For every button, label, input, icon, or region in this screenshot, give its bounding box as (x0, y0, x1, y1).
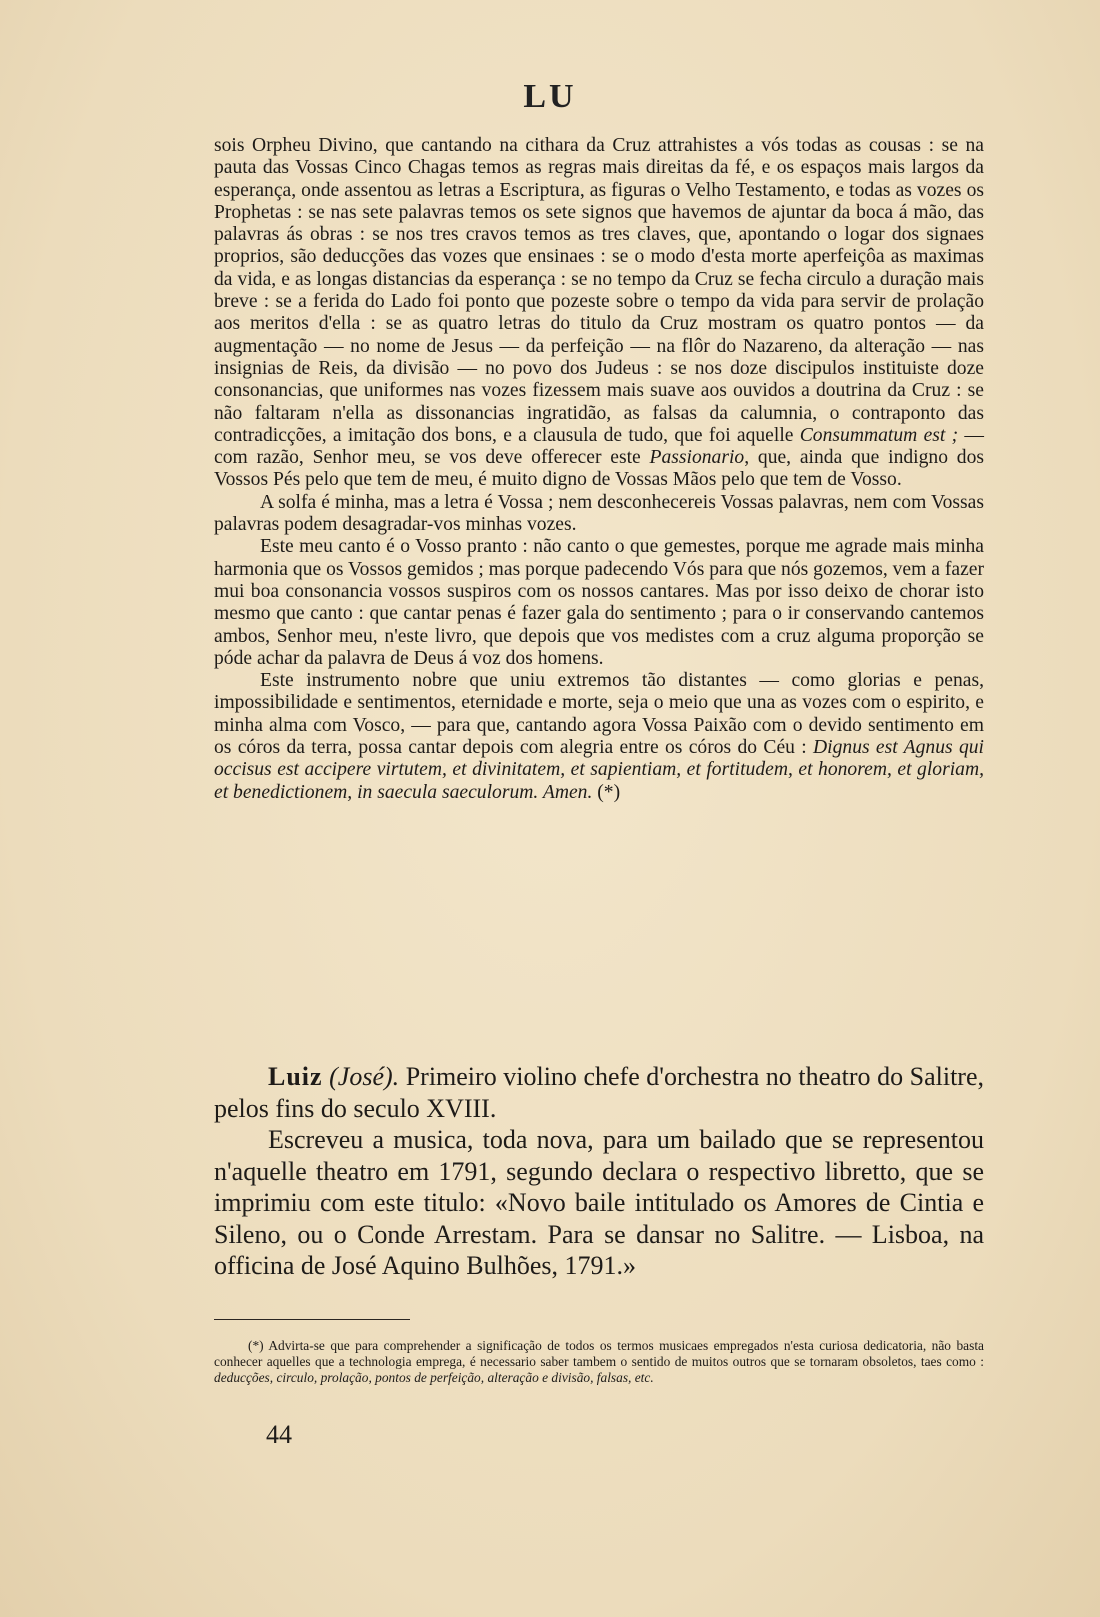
entry-name: Luiz (268, 1062, 323, 1091)
dedication-paragraph-1 (214, 135, 984, 492)
footnote (214, 1338, 984, 1387)
entry-description: Primeiro violino chefe d'orchestra no theatro do Salitre, pelos fins do seculo XVIII. (214, 1062, 984, 1123)
italic-title: Passionario (649, 447, 745, 469)
footnote-paragraph (214, 1338, 984, 1387)
entry-given-name: (José). (322, 1062, 400, 1091)
entry-paragraph-2: Escreveu a musica, toda nova, para um bailado que se representou n'aquelle theatro em 1791, segundo declara o respectivo libretto, que se imprimiu com este titulo: «Novo baile intitulado os Amores de Cintia e Sileno, ou o Conde Arrestam. Para se dansar no Salitre. — Lisboa, na officina de José Aquino Bulhões, 1791.» (214, 1125, 984, 1280)
footnote-rule (214, 1319, 410, 1320)
page-number: 44 (266, 1420, 292, 1449)
dedication-text (214, 135, 984, 804)
paragraph-text: Este instrumento nobre que uniu extremos tão distantes — como glorias e penas, impossibilidade e sentimentos, eternidade e morte, seja o meio que una as vozes com o espirito, e minha alma com Vosco, — para que, cantando agora Vossa Paixão com o devido sentimento em os córos da terra, possa cantar depois com alegria entre os córos do Céu : (214, 670, 984, 759)
paragraph-text: , que, ainda que indigno dos Vossos Pés pelo que tem de meu, é muito digno de Vossas Mãos pelo que tem de Vosso. (214, 447, 984, 491)
footnote-terms: deducções, circulo, prolação, pontos de perfeição, alteração e divisão, falsas, etc. (214, 1370, 654, 1386)
entry-heading-paragraph (214, 1061, 984, 1124)
dedication-paragraph-2: A solfa é minha, mas a letra é Vossa ; nem desconhecereis Vossas palavras, nem com Vossas palavras podem desagradar-vos minhas vozes. (214, 491, 984, 536)
paragraph-text: sois Orpheu Divino, que cantando na cithara da Cruz attrahistes a vós todas as cousas : se na pauta das Vossas Cinco Chagas temos as regras mais direitas da fé, e os espaços mais largos da esperança, onde assentou as letras a Escriptura, as figuras o Velho Testamento, e todas as vozes os Prophetas : se nas sete palavras temos os sete signos que havemos de ajuntar da boca á mão, das palavras ás obras : se nos tres cravos temos as tres claves, que, apontando o logar dos signaes proprios, são deducções das vozes que ensinaes : se o modo d'esta morte aperfeiçôa as maximas da vida, e as longas distancias da esperança : se no tempo da Cruz se fecha circulo a duração mais breve : se a ferida do Lado foi ponto que pozeste sobre o tempo da vida para servir de prolação aos meritos d'ella : se as quatro letras do titulo da Cruz mostram os quatro pontos — da augmentação — no nome de Jesus — da perfeição — na flôr do Nazareno, da alteração — nas insignias de Reis, da divisão — no povo dos Judeus : se nos doze discipulos instituiste doze consonancias, que uniformes nas vozes fizessem mais suave aos ouvidos a doutrina da Cruz : se não faltaram n'ella as dissonancias ingratidão, as falsas da calumnia, o contraponto das contradicções, a imitação dos bons, e a clausula de tudo, que foi aquelle (214, 135, 984, 446)
paragraph-text: — com razão, Senhor meu, se vos deve offerecer este (214, 424, 984, 469)
dedication-paragraph-3: Este meu canto é o Vosso pranto : não canto o que gemestes, porque me agrade mais minha harmonia que os Vossos gemidos ; mas porque padecendo Vós para que nós gozemos, vem a fazer mui boa consonancia vossos suspiros com os nossos cantares. Mas por isso deixo de chorar isto mesmo que canto : que cantar penas é fazer gala do sentimento ; para o ir conservando cantemos ambos, Senhor meu, n'este livro, que depois que vos medistes com a cruz alguma proporção se póde achar da palavra de Deus á voz dos homens. (214, 536, 984, 669)
dedication-paragraph-4 (214, 670, 984, 804)
latin-quote: Dignus est Agnus qui occisus est accipere virtutem, et divinitatem, et sapientiam, et fortitudem, et honorem, et gloriam, et benedictionem, in saecula saeculorum. Amen. (214, 737, 984, 803)
dictionary-entry (214, 1061, 984, 1282)
running-head: LU (523, 78, 577, 115)
italic-phrase: Consummatum est ; (799, 424, 959, 446)
footnote-text: (*) Advirta-se que para comprehender a significação de todos os termos musicaes empregados n'esta curiosa dedicatoria, não basta conhecer aquelles que a technologia emprega, é necessario saber tambem o sentido de muitos outros que se tornaram obsoletos, taes como : (214, 1338, 984, 1370)
footnote-mark: (*) (592, 781, 621, 803)
